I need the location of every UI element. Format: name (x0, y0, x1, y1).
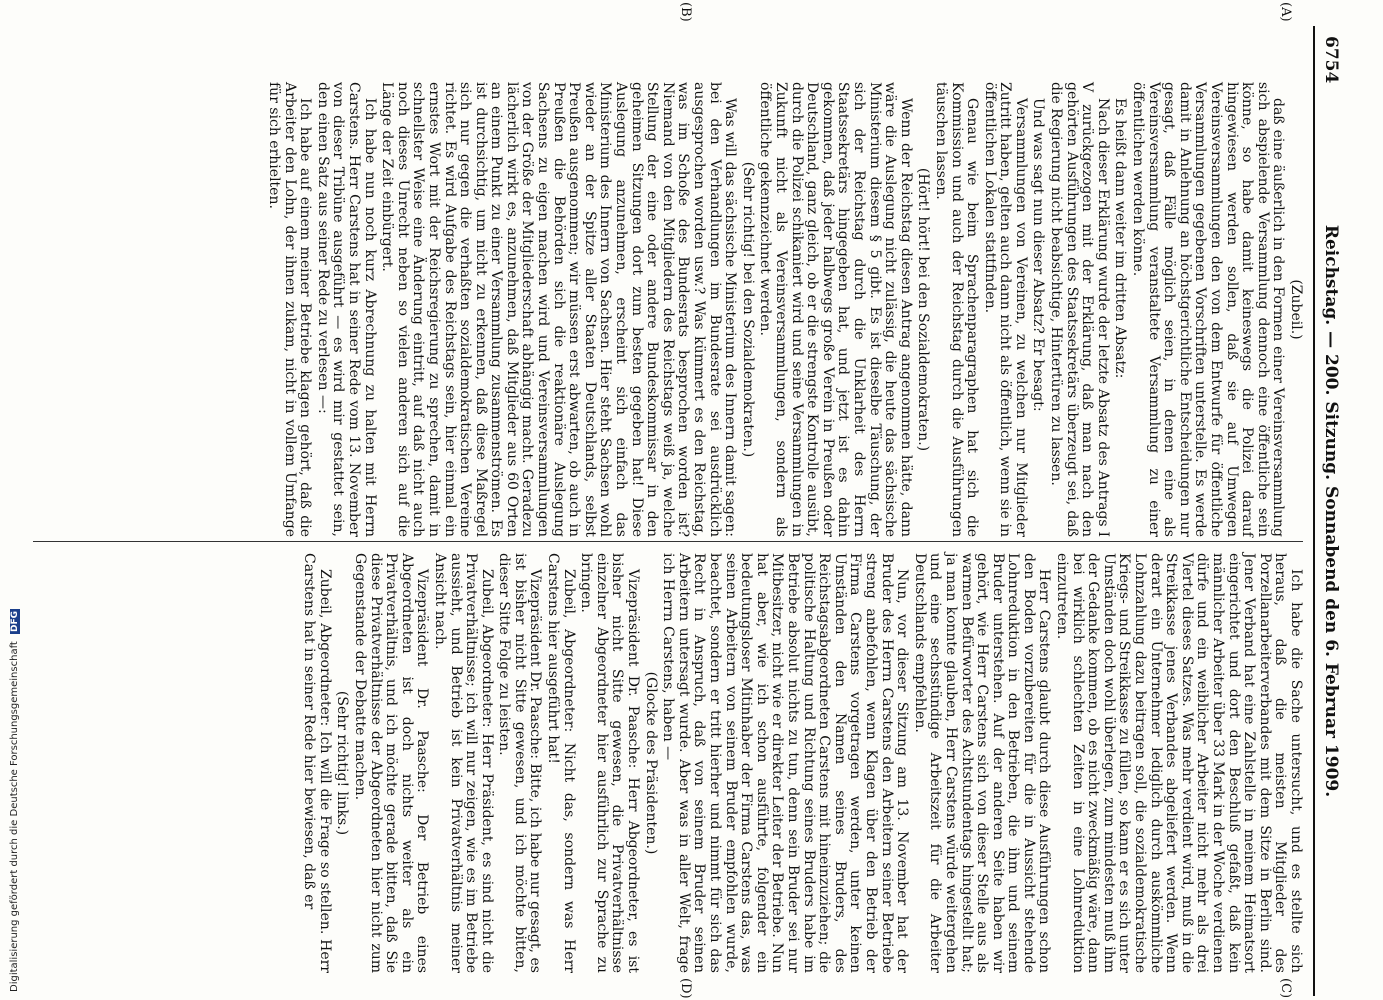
paragraph: (Hört! hört! bei den Sozialdemokraten.) (915, 167, 932, 452)
paragraph: (Zubeil.) (1288, 279, 1304, 340)
paragraph: Vizepräsident Dr. Paasche: Der Betrieb eines Abgeordneten ist doch nichts weiter als ein Privatverhältnis, und ich möchte gerade bitten, daß Sie diese Privatverhältnisse der Abgeordneten hier nicht zum Gegenstande der Debatte machen. (351, 553, 431, 973)
dfg-logo: DFG (10, 610, 20, 632)
paragraph: Zubeil, Abgeordneter: Herr Präsident, es sind nicht die Privatverhältnisse; ich will nur zeigen, wie es im Betriebe aussieht, und Betrieb ist kein Privatverhältnis meiner Ansicht nach. (431, 553, 495, 973)
page-title: Reichstag. — 200. Sitzung. Sonnabend den 6. Februar 1909. (1321, 224, 1341, 798)
margin-mark-a: (A) (1278, 2, 1293, 22)
text-column-right (43, 553, 1303, 973)
margin-mark-d: (D) (678, 978, 693, 999)
paragraph: Ich habe nun noch kurz Abrechnung zu halten mit Herrn Carstens. Herr Carstens hat in seiner Rede vom 13. November von dieser Tribüne ausgeführt — es wird mir gestattet sein, den einen Satz aus seiner Rede zu verlesen —: (314, 82, 378, 537)
paragraph: Herr Carstens glaubt durch diese Ausführungen schon den Boden vorzubereiten für die in Aussicht stehende Lohnreduktion in den Betrieben, die ihm und seinem Bruder unterstehen. Auf der anderen Seite haben wir gehört, wie Herr Carstens sich von dieser Stelle aus als warmen Befürworter des Achtstundentags hingestellt hat; ja man konnte glauben, Herr Carstens würde weitergehen und eine sechsstündige Arbeitszeit für die Arbeiter Deutschlands empfehlen. (911, 553, 1053, 973)
paragraph: Ich habe auf einem meiner Betriebe klagen gehört, daß die Arbeiter den Lohn, der ihnen zukam, nicht in vollem Umfange für sich erhielten. (266, 82, 314, 537)
paragraph: Vizepräsident Dr. Paasche: Bitte, ich habe nur gesagt, es ist bisher nicht Sitte gewesen, und ich möchte bitten, dieser Sitte Folge zu leisten. (496, 553, 544, 973)
text-column-left (43, 82, 1303, 537)
paragraph: Versammlungen von Vereinen, zu welchen nur Mitglieder Zutritt haben, gelten auch dann nicht als öffentlich, wenn sie in öffentlichen Lokalen stattfinden. (981, 82, 1029, 537)
margin-mark-c: (C) (1278, 978, 1293, 999)
paragraph: Es heißt dann weiter im dritten Absatz: (1112, 98, 1129, 379)
paragraph: Ich habe die Sache untersucht, und es stellte sich heraus, daß die meisten Mitglieder des Porzellanarbeiterverbandes mit dem Sitze in Berlin sind. Jener Verband hat eine Zahlstelle in meinem Heimatsort eingerichtet und dort den Beschluß gefaßt, daß kein männlicher Arbeiter über 33 Mark in der Woche verdienen dürfe und ein weiblicher Arbeiter nicht mehr als drei Viertel dieses Satzes. Was mehr verdient wird, muß in die Streikkasse jenes Verbandes abgeliefert werden. Wenn derart ein Unternehmer lediglich durch auskömmliche Lohnzahlung dazu beitragen soll, die sozialdemokratische Kriegs- und Streikkasse zu füllen, so kann er es sich unter Umständen doch wohl überlegen, zum mindesten muß ihm der Gedanke kommen, ob es nicht zweckmäßig wäre, dann bei wirklich schlechten Zeiten in eine Lohnreduktion einzutreten. (1054, 553, 1304, 973)
column-divider (33, 541, 1303, 542)
paragraph: Nun, vor dieser Sitzung am 13. November hat der Bruder des Herrn Carstens den Arbeitern seiner Betriebe streng anbefohlen, wenn Klagen über den Betrieb der Firma Carstens vorgetragen werden, unter keinen Umständen den Namen seines Bruders, des Reichstagsabgeordneten Carstens mit hineinzuziehen; die politische Haltung und Richtung seines Bruders habe im Betriebe absolut nichts zu tun, denn sein Bruder sei nur Mitbesitzer, nicht wie er direkter Leiter der Betriebe. Nun hat aber, wie ich schon ausführte, folgender ein bedeutungsloser Mitinhaber der Firma Carstens das, was seinen Arbeitern von seinem Bruder empfohlen wurde, beachtet, sondern er tritt hierher und nimmt für sich das Recht in Anspruch, daß von seinem Bruder seinen Arbeitern untersagt wurde. Aber was in aller Welt, frage ich Herrn Carstens, haben — (660, 553, 911, 973)
margin-mark-b: (B) (678, 2, 693, 22)
credit-text: Digitalisierung gefördert durch die Deutsche Forschungsgemeinschaft (9, 641, 20, 992)
paragraph: daß eine äußerlich in den Formen einer Vereinsversammlung sich abspielende Versammlung dennoch eine öffentliche sein könne, so habe damit keineswegs die Polizei darauf hingewiesen werden sollen, daß sie auf Umwegen Vereinsversammlungen den von dem Entwurfe für öffentliche Versammlungen gegebenen Vorschriften unterstelle. Es werde damit in Anlehnung an höchstgerichtliche Entscheidungen nur gesagt, daß Fälle möglich seien, in denen eine als Vereinsversammlung veranstaltete Versammlung zu einer öffentlichen werden könne. (1130, 82, 1287, 537)
paragraph: Was will das sächsische Ministerium des Innern damit sagen: bei den Verhandlungen im Bundesrate sei ausdrücklich ausgesprochen worden usw.? Was kümmert es den Reichstag, was im Schoße des Bundesrats besprochen worden ist? Niemand von den Mitgliedern des Reichstags weiß ja, welche Stellung der eine oder andere Bundeskommissar in den geheimen Sitzungen dort zum besten gegeben hat! Diese Auslegung anzunehmen, erscheint sich einfach das Ministerium des Innern von Sachsen. Hier steht Sachsen wohl wieder an der Spitze aller Staaten Deutschlands, selbst Preußen ausgenommen; wir müssen erst abwarten, ob auch in Preußen die Behörden sich die reaktionäre Auslegung Sachsens zu eigen machen wird und Vereinsversammlungen von der Größe der Mitgliederschaft abhängig macht. Geradezu lächerlich wirkt es, anzunehmen, daß Mitglieder aus 60 Orten an einem Punkt zu einer Versammlung zusammenströmen. Es ist durchsichtig, um nicht zu erkennen, daß diese Maßregel sich nur gegen die verhaßten sozialdemokratischen Vereine richtet. Es wird Aufgabe des Reichstags sein, hier einmal ein ernstes Wort mit der Reichsregierung zu sprechen, damit in schnellster Weise eine Änderung eintritt, auf daß nicht auch noch dieses Unrecht neben so vielen anderen sich auf die Länge der Zeit einbürgert. (379, 82, 739, 537)
page-number: 6754 (1321, 36, 1341, 84)
paragraph: Zubeil, Abgeordneter: Nicht das, sondern was Herr Carstens hier ausgeführt hat! (545, 553, 577, 973)
paragraph: (Glocke des Präsidenten.) (642, 671, 659, 855)
paragraph: Nach dieser Erklärung wurde der letzte Absatz des Antrags I V zurückgezogen mit der Erklärung, daß man nach den gehörten Ausführungen des Staatssekretärs überzeugt sei, daß die Regierung nicht beabsichtige, Hintertüren zu lassen. (1048, 82, 1111, 537)
page-header (1313, 26, 1343, 996)
paragraph: Vizepräsident Dr. Paasche: Herr Abgeordneter, es ist bisher nicht Sitte gewesen, die Privatverhältnisse einzelner Abgeordneter hier ausführlich zur Sprache zu bringen. (578, 553, 642, 973)
paragraph: Wenn der Reichstag diesen Antrag angenommen hätte, dann wäre die Auslegung nicht zulässig, die heute das sächsische Ministerium diesem § 5 gibt. Es ist dieselbe Täuschung, der sich der Reichstag durch die Unklarheit des Herrn Staatssekretärs hingegeben hat, und jetzt ist es dahin gekommen, daß jeder halbwegs große Verein in Preußen oder Deutschland, ganz gleich, ob er die strengste Kontrolle ausübt, durch die Polizei schikaniert wird und seine Versammlungen in Zukunft nicht als Vereinsversammlungen, sondern als öffentliche gekennzeichnet werden. (757, 82, 914, 537)
paragraph: Genau wie beim Sprachenparagraphen hat sich die Kommission und auch der Reichstag durch die Ausführungen täuschen lassen. (932, 82, 981, 537)
paragraph: Und was sagt nun dieser Absatz? Er besagt: (1030, 98, 1047, 412)
paragraph: (Sehr richtig! links.) (334, 690, 351, 836)
paragraph: Zubeil, Abgeordneter: Ich will die Frage so stellen. Herr Carstens hat in seiner Rede hier bewiesen, daß er (301, 553, 333, 973)
paragraph: (Sehr richtig! bei den Sozialdemokraten.) (739, 161, 756, 458)
